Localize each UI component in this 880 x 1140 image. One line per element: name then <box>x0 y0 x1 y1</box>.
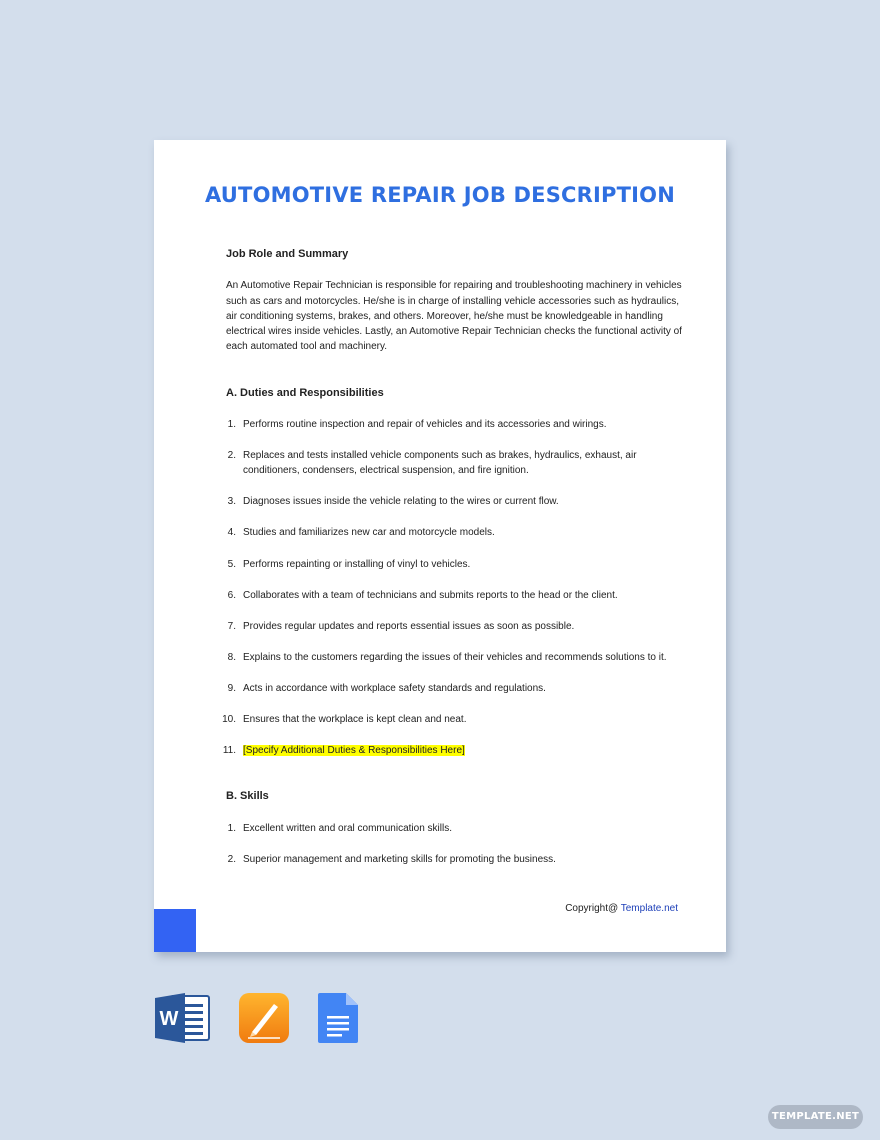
skill-text: Superior management and marketing skills for promoting the business. <box>243 853 556 865</box>
duty-number: 1. <box>227 418 236 430</box>
duty-number: 4. <box>227 527 236 539</box>
duty-number: 7. <box>227 620 236 632</box>
duty-text: Acts in accordance with workplace safety standards and regulations. <box>243 682 546 694</box>
skill-number: 1. <box>227 822 236 834</box>
duty-text: Ensures that the workplace is kept clean and neat. <box>243 714 467 726</box>
duty-item <box>226 525 686 540</box>
duty-text: Replaces and tests installed vehicle components such as brakes, hydraulics, exhaust, air conditioners, condensers, electrical suspension, and fire ignition. <box>243 449 637 477</box>
copyright-brand: Template.net <box>620 903 678 914</box>
duty-text: Diagnoses issues inside the vehicle relating to the wires or current flow. <box>243 496 559 508</box>
duty-text: Studies and familiarizes new car and motorcycle models. <box>243 527 495 539</box>
duty-item <box>226 588 686 603</box>
duty-number: 11. <box>222 745 236 757</box>
duty-item <box>226 650 686 665</box>
duty-number: 3. <box>227 496 236 508</box>
duty-number: 2. <box>227 449 236 461</box>
skill-number: 2. <box>227 853 236 865</box>
duty-number: 10. <box>222 714 236 726</box>
duty-number: 5. <box>227 558 236 570</box>
accent-square <box>154 909 196 952</box>
google-docs-icon[interactable] <box>317 992 359 1044</box>
copyright-line <box>565 903 678 914</box>
skill-item <box>226 852 686 867</box>
duty-item-placeholder <box>222 743 686 758</box>
duty-text: Collaborates with a team of technicians and submits reports to the head or the client. <box>243 589 618 601</box>
duty-item <box>226 619 686 634</box>
document-title: AUTOMOTIVE REPAIR JOB DESCRIPTION <box>205 183 675 207</box>
duty-text: Performs routine inspection and repair of vehicles and its accessories and wirings. <box>243 418 607 430</box>
duty-item <box>222 712 686 727</box>
skill-item <box>226 821 686 836</box>
duty-text: Explains to the customers regarding the issues of their vehicles and recommends solutions to it. <box>243 651 667 663</box>
document-page <box>154 140 726 952</box>
duty-text: Provides regular updates and reports essential issues as soon as possible. <box>243 620 575 632</box>
duty-number: 6. <box>227 589 236 601</box>
copyright-prefix: Copyright@ <box>565 903 621 914</box>
skills-list <box>226 821 686 867</box>
summary-paragraph: An Automotive Repair Technician is responsible for repairing and troubleshooting machinery in vehicles such as cars and motorcycles. He/she is in charge of installing vehicle accessories such as hydraulics, air conditioning systems, brakes, and others. Moreover, he/she must be knowledgeable in handling electrical wires inside vehicles. Lastly, an Automotive Repair Technician checks the functional activity of each automated tool and machinery. <box>226 280 682 353</box>
pages-icon[interactable] <box>238 992 290 1044</box>
app-icons-row <box>0 992 880 1046</box>
document-content <box>222 247 686 867</box>
svg-text:W: W <box>159 1008 179 1030</box>
duty-item <box>226 681 686 696</box>
duty-item <box>226 417 686 432</box>
skills-heading: B. Skills <box>226 790 269 803</box>
duties-list <box>222 417 686 759</box>
duty-number: 9. <box>227 682 236 694</box>
duty-item <box>226 448 686 479</box>
duty-number: 8. <box>227 651 236 663</box>
duty-text: Performs repainting or installing of vinyl to vehicles. <box>243 558 471 570</box>
highlighted-placeholder-text: [Specify Additional Duties & Responsibilities Here] <box>243 745 465 757</box>
skill-text: Excellent written and oral communication skills. <box>243 822 452 834</box>
duty-item <box>226 494 686 509</box>
summary-heading: Job Role and Summary <box>226 248 349 260</box>
duty-item <box>226 557 686 572</box>
word-icon[interactable] <box>155 992 211 1044</box>
duties-heading: A. Duties and Responsibilities <box>226 386 384 399</box>
template-net-watermark: TEMPLATE.NET <box>768 1105 863 1129</box>
